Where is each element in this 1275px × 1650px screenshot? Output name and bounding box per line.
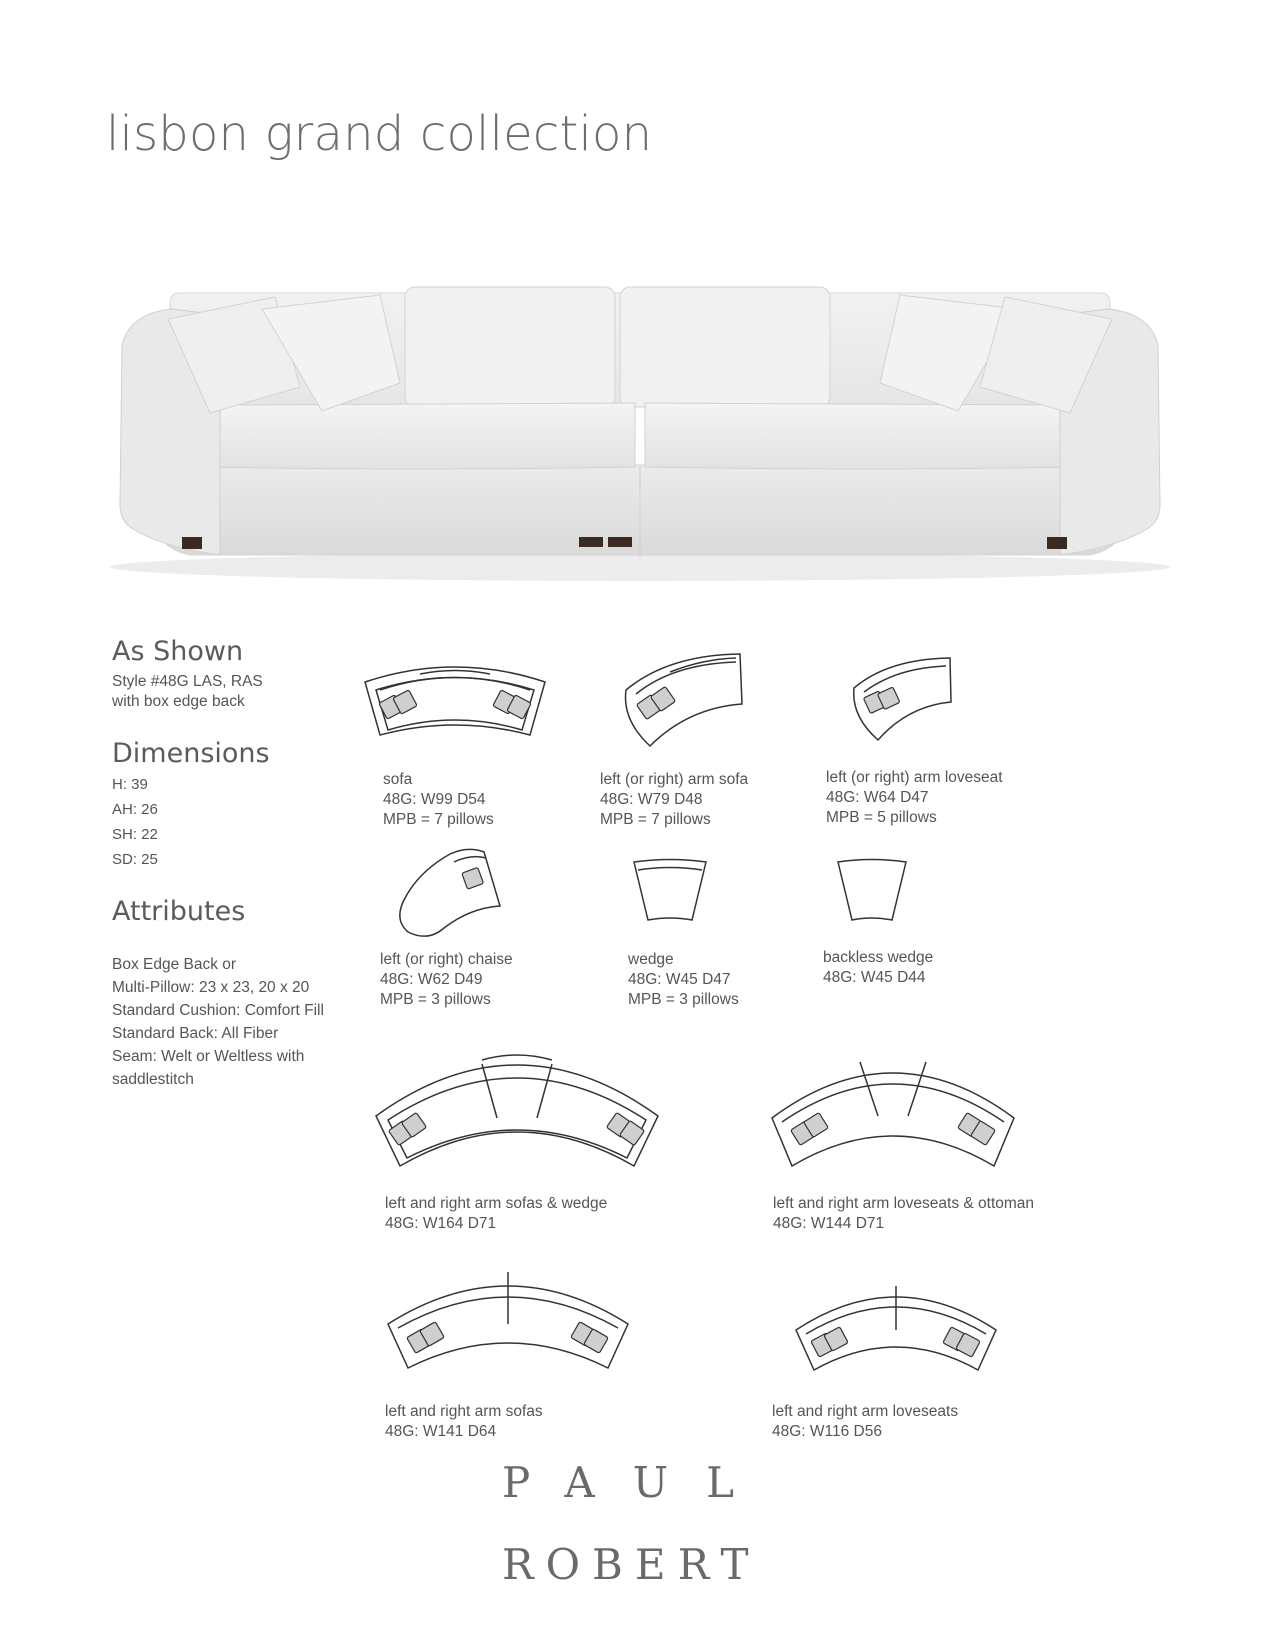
page-title: lisbon grand collection: [106, 106, 653, 162]
caption-backless-wedge: backless wedge 48G: W45 D44: [823, 949, 934, 986]
caption-chaise: left (or right) chaise 48G: W62 D49 MPB = 3 pillows: [380, 951, 513, 1008]
sofa-leg: [1047, 537, 1067, 549]
loveseats-diagram: [792, 1278, 1000, 1378]
caption-sofas: left and right arm sofas 48G: W141 D64: [385, 1403, 543, 1440]
attributes-list: Box Edge Back or Multi-Pillow: 23 x 23, 20 x 20 Standard Cushion: Comfort Fill Standard Back: All Fiber Seam: Welt or Weltless with saddlestitch: [112, 956, 324, 1088]
backless-wedge-diagram: [836, 858, 910, 924]
caption-wedge: wedge 48G: W45 D47 MPB = 3 pillows: [628, 951, 739, 1008]
chaise-diagram: [396, 848, 506, 944]
sofas-diagram: [384, 1266, 632, 1376]
caption-sofa: sofa 48G: W99 D54 MPB = 7 pillows: [383, 771, 494, 828]
brand-logo-line1: PAUL: [502, 1458, 773, 1507]
brand-logo-line2: ROBERT: [502, 1540, 761, 1589]
left-arm-sofa-diagram: [618, 650, 748, 750]
sofas-and-wedge-diagram: [372, 1046, 662, 1176]
caption-arm-loveseat: left (or right) arm loveseat 48G: W64 D47 MPB = 5 pillows: [826, 769, 1003, 826]
caption-loveseats-and-ottoman: left and right arm loveseats & ottoman 48G: W144 D71: [773, 1195, 1035, 1232]
caption-loveseats: left and right arm loveseats 48G: W116 D56: [772, 1403, 959, 1440]
sofa-leg: [182, 537, 202, 549]
left-arm-loveseat-diagram: [848, 654, 958, 744]
attributes-heading: Attributes: [112, 896, 246, 927]
loveseats-and-ottoman-diagram: [768, 1052, 1018, 1176]
caption-sofas-and-wedge: left and right arm sofas & wedge 48G: W164 D71: [385, 1195, 608, 1232]
sofa-leg: [608, 537, 632, 547]
caption-arm-sofa: left (or right) arm sofa 48G: W79 D48 MPB = 7 pillows: [600, 771, 749, 828]
as-shown-heading: As Shown: [112, 636, 244, 667]
sofa-leg: [579, 537, 603, 547]
as-shown-text: Style #48G LAS, RAS with box edge back: [112, 673, 263, 710]
wedge-diagram: [632, 858, 712, 924]
dimensions-list: H: 39 AH: 26 SH: 22 SD: 25: [112, 776, 158, 868]
sofa-diagram: [360, 660, 550, 760]
dimensions-heading: Dimensions: [112, 738, 270, 769]
sofa-photo: [100, 275, 1180, 595]
